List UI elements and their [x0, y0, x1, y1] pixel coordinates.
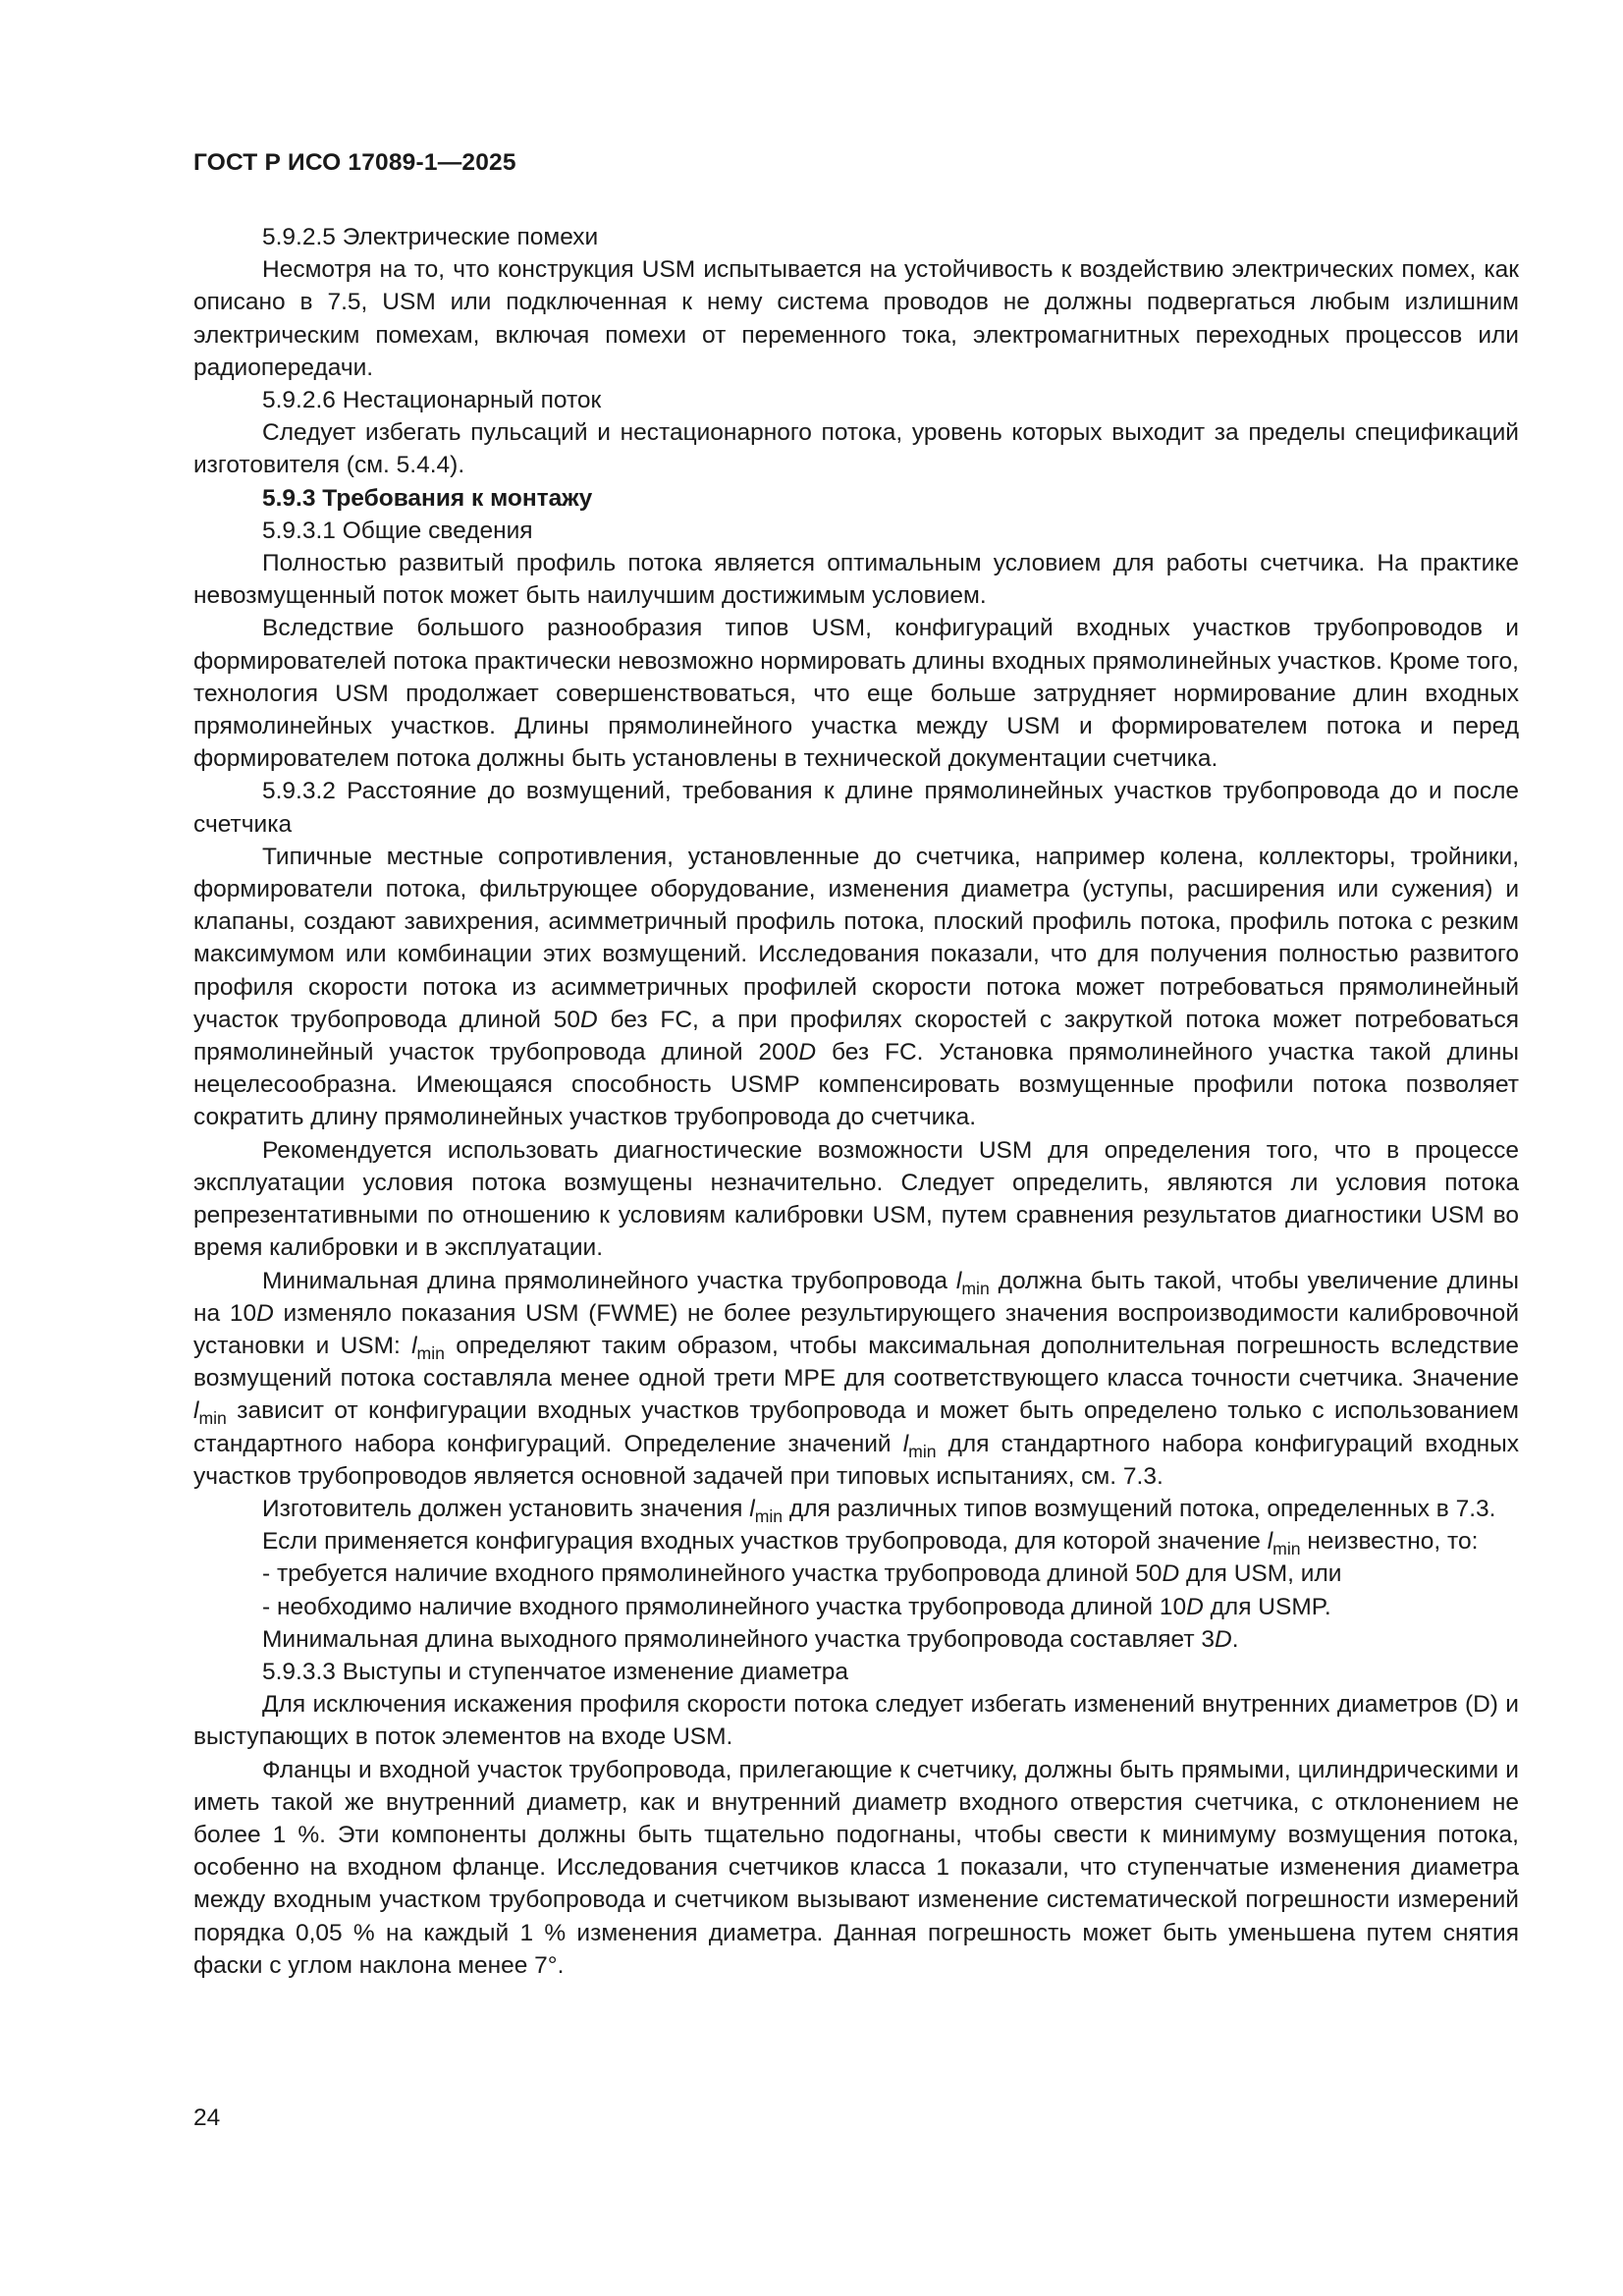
document-body	[193, 221, 1519, 1982]
text-run: Минимальная длина выходного прямолинейного участка трубопровода составляет 3	[262, 1625, 1215, 1653]
paragraph-s5925-body	[193, 253, 1519, 384]
paragraph-s5932-li1	[193, 1558, 1519, 1590]
italic-symbol: l	[902, 1430, 909, 1457]
paragraph-s5932-p3	[193, 1265, 1519, 1493]
paragraph-s5932-p2	[193, 1134, 1519, 1265]
paragraph-s5931-p1	[193, 547, 1519, 612]
text-run: для USMP.	[1203, 1593, 1331, 1620]
text-run: зависит от конфигурации входных участков трубопровода и может быть определено только с использованием стандартного набора конфигураций. Определение значений	[193, 1397, 1519, 1457]
text-run: Типичные местные сопротивления, установленные до счетчика, например колена, коллекторы, тройники, формирователи потока, фильтрующее оборудование, изменения диаметра (уступы, расширения или сужения) и клапаны, создают завихрения, асимметричный профиль потока, плоский профиль потока, профиль потока с резким максимумом или комбинации этих возмущений. Исследования показали, что для получения полностью развитого профиля скорости потока из асимметричных профилей скорости потока может потребоваться прямолинейный участок трубопровода длиной 50	[193, 843, 1519, 1033]
italic-symbol: l	[411, 1332, 417, 1359]
text-run: Изготовитель должен установить значения	[262, 1495, 750, 1522]
text-run: неизвестно, то:	[1300, 1528, 1479, 1556]
text-run: для стандартного набора конфигураций входных участков трубопроводов является основной задачей при типовых испытаниях, см. 7.3.	[193, 1430, 1519, 1490]
text-run: изменяло показания USM (FWME) не более результирующего значения воспроизводимости калибровочной установки и USM:	[193, 1299, 1519, 1359]
text-run: Полностью развитый профиль потока является оптимальным условием для работы счетчика. На практике невозмущенный поток может быть наилучшим достижимым условием.	[193, 550, 1519, 610]
paragraph-s5933-p1	[193, 1688, 1519, 1753]
paragraph-s5925-head	[193, 221, 1519, 253]
subscript-text: min	[961, 1278, 990, 1298]
text-run: Для исключения искажения профиля скорости потока следует избегать изменений внутренних диаметров (D) и выступающих в поток элементов на входе USM.	[193, 1691, 1519, 1751]
text-run: определяют таким образом, чтобы максимальная дополнительная погрешность вследствие возмущений потока составляла менее одной трети MPE для соответствующего класса точности счетчика. Значение	[193, 1332, 1519, 1393]
text-run: для различных типов возмущений потока, определенных в 7.3.	[783, 1495, 1496, 1522]
italic-symbol: D	[1186, 1593, 1204, 1620]
text-run: Вследствие большого разнообразия типов USM, конфигураций входных участков трубопроводов и формирователей потока практически невозможно нормировать длины входных прямолинейных участков. Кроме того, технология USM продолжает совершенствоваться, что еще больше затрудняет нормирование длин входных прямолинейных участков. Длины прямолинейного участка между USM и формирователем потока и перед формирователем потока должны быть установлены в технической документации счетчика.	[193, 615, 1519, 773]
paragraph-s5932-p4	[193, 1493, 1519, 1525]
text-run: Если применяется конфигурация входных участков трубопровода, для которой значение	[262, 1528, 1268, 1556]
text-run: Следует избегать пульсаций и нестационарного потока, уровень которых выходит за пределы спецификаций изготовителя (см. 5.4.4).	[193, 419, 1519, 479]
text-run: без FC. Установка прямолинейного участка такой длины нецелесообразна. Имеющаяся способность USMP компенсировать возмущенные профили потока позволяет сократить длину прямолинейных участков трубопровода до счетчика.	[193, 1039, 1520, 1131]
text-run: 5.9.3.3 Выступы и ступенчатое изменение диаметра	[262, 1658, 849, 1685]
paragraph-s5933-p2	[193, 1754, 1519, 1982]
text-run: 5.9.2.6 Нестационарный поток	[262, 387, 602, 414]
subscript-text: min	[416, 1343, 445, 1364]
text-run: без FC, а при профилях скоростей с закруткой потока может потребоваться прямолинейный участок трубопровода длиной 200	[193, 1006, 1519, 1066]
subscript-text: min	[198, 1408, 227, 1429]
text-run: Рекомендуется использовать диагностические возможности USM для определения того, что в процессе эксплуатации условия потока возмущены незначительно. Следует определить, являются ли условия потока репрезентативными по отношению к условиям калибровки USM, путем сравнения результатов диагностики USM во время калибровки и в эксплуатации.	[193, 1136, 1519, 1262]
italic-symbol: l	[749, 1495, 755, 1522]
text-run: .	[1231, 1625, 1239, 1653]
paragraph-s5932-p5	[193, 1525, 1519, 1558]
paragraph-s5926-head	[193, 384, 1519, 416]
text-run: Минимальная длина прямолинейного участка трубопровода	[262, 1267, 956, 1294]
text-run: - необходимо наличие входного прямолинейного участка трубопровода длиной 10	[262, 1593, 1187, 1620]
paragraph-s5931-p2	[193, 612, 1519, 775]
paragraph-s5932-p1	[193, 841, 1519, 1134]
paragraph-s5926-body	[193, 416, 1519, 481]
italic-symbol: D	[256, 1299, 274, 1327]
italic-symbol: l	[193, 1397, 199, 1425]
paragraph-s5931-head	[193, 515, 1519, 547]
subscript-text: min	[908, 1441, 937, 1461]
text-run: - требуется наличие входного прямолинейного участка трубопровода длиной 50	[262, 1560, 1163, 1588]
paragraph-s593-head	[193, 482, 1519, 515]
paragraph-s5932-p6	[193, 1623, 1519, 1656]
italic-symbol: D	[579, 1006, 598, 1033]
paragraph-s5932-li2	[193, 1591, 1519, 1623]
italic-symbol: D	[798, 1039, 817, 1066]
text-run: 5.9.2.5 Электрические помехи	[262, 224, 599, 250]
text-run: Несмотря на то, что конструкция USM испытывается на устойчивость к воздействию электрических помех, как описано в 7.5, USM или подключенная к нему система проводов не должны подвергаться любым излишним электрическим помехам, включая помехи от переменного тока, электромагнитных переходных процессов или радиопередачи.	[193, 256, 1519, 381]
page-number: 24	[193, 2105, 221, 2131]
italic-symbol: D	[1162, 1560, 1180, 1588]
italic-symbol: l	[1267, 1528, 1273, 1556]
text-run: Фланцы и входной участок трубопровода, прилегающие к счетчику, должны быть прямыми, цилиндрическими и иметь такой же внутренний диаметр, как и внутренний диаметр входного отверстия счетчика, с отклонением не более 1 %. Эти компоненты должны быть тщательно подогнаны, чтобы свести к минимуму возмущения потока, особенно на входном фланце. Исследования счетчиков класса 1 показали, что ступенчатые изменения диаметра между входным участком трубопровода и счетчиком вызывают изменение систематической погрешности измерений порядка 0,05 % на каждый 1 % изменения диаметра. Данная погрешность может быть уменьшена путем снятия фаски с углом наклона менее 7°.	[193, 1756, 1519, 1979]
italic-symbol: l	[955, 1267, 962, 1294]
paragraph-s5933-head	[193, 1656, 1519, 1688]
text-run: 5.9.3 Требования к монтажу	[262, 484, 593, 512]
subscript-text: min	[754, 1506, 784, 1527]
document-header: ГОСТ Р ИСО 17089-1—2025	[193, 149, 516, 176]
text-run: 5.9.3.1 Общие сведения	[262, 517, 533, 544]
subscript-text: min	[1272, 1539, 1301, 1559]
paragraph-s5932-head	[193, 775, 1519, 840]
text-run: должна быть такой, чтобы увеличение длины на 10	[193, 1267, 1519, 1327]
italic-symbol: D	[1215, 1625, 1232, 1653]
text-run: для USM, или	[1179, 1560, 1342, 1588]
text-run: 5.9.3.2 Расстояние до возмущений, требования к длине прямолинейных участков трубопровода до и после счетчика	[193, 778, 1519, 838]
